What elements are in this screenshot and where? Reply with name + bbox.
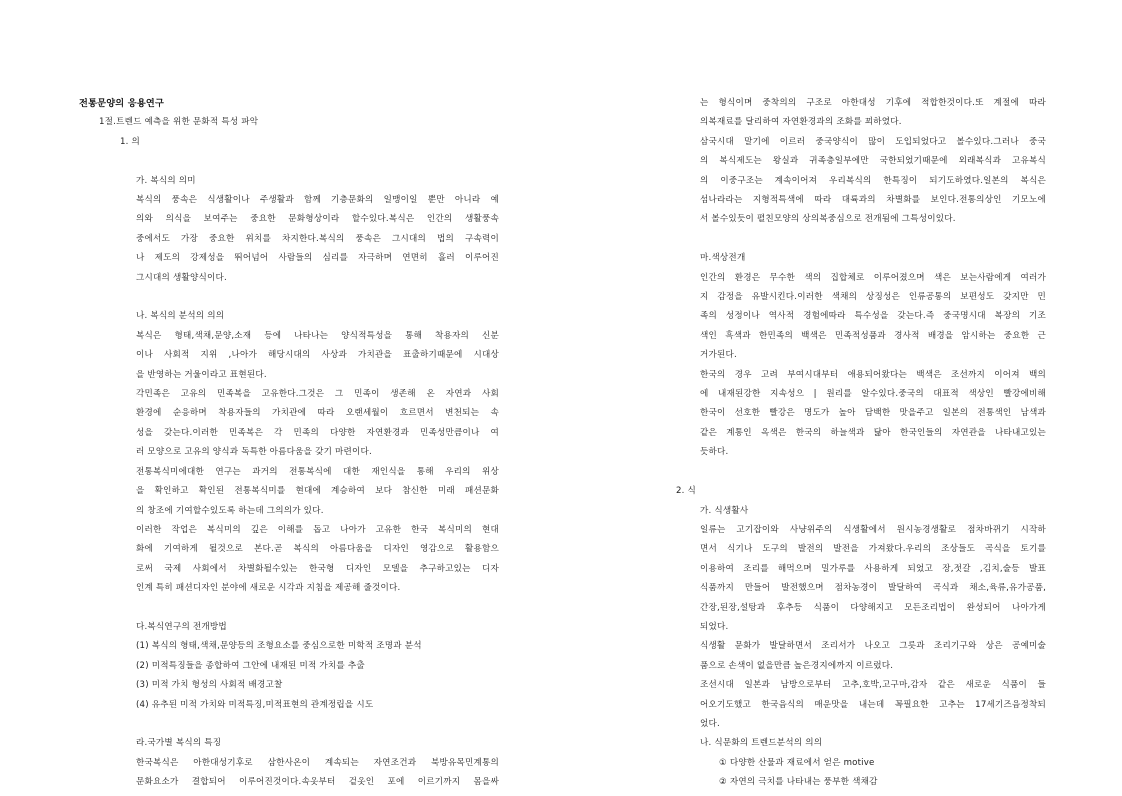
paragraph-line: 삼국시대 말기에 이르러 중국양식이 많이 도입되었다고 볼수있다.그러나 중국 bbox=[700, 136, 1046, 147]
paragraph-line: 환경에 순응하며 착용자들의 가치관에 따라 오랜세월이 흐르면서 변천되는 속 bbox=[136, 408, 499, 419]
paragraph-line: 서 볼수있듯이 펼친모양의 상의복중심으로 전개됨에 그특성이있다. bbox=[700, 214, 956, 225]
list-item: ② 자연의 극치를 나타내는 풍부한 색채감 bbox=[719, 777, 878, 788]
paragraph-line: 같은 계통인 옥색은 한국의 하늘색과 닮아 한국인들의 자연관을 나타내고있는 bbox=[700, 427, 1046, 438]
paragraph-line: 면서 식기나 도구의 발전의 발전을 가져왔다.우리의 조상들도 곡식을 토기를 bbox=[700, 544, 1046, 555]
spacer bbox=[79, 152, 499, 171]
subsection-heading: 나. 식문화의 트렌드분석의 의의 bbox=[700, 738, 823, 749]
list-item: (1) 복식의 형태,색채,문양등의 조형요소를 중심으로한 미학적 조명과 분석 bbox=[136, 641, 422, 652]
paragraph-line: 각민족은 고유의 민족복을 고유한다.그것은 그 민족이 생존해 온 자연과 사회 bbox=[136, 389, 499, 400]
paragraph-line: 지 감정을 유발시킨다.이러한 색채의 상징성은 인류공통의 보편성도 갖지만 민 bbox=[700, 292, 1046, 303]
paragraph-line: 인간의 환경은 무수한 색의 집합체로 이루어졌으며 색은 보는사람에게 여러가 bbox=[700, 272, 1046, 283]
paragraph-line: 에 내재된강한 지속성으 | 원리를 알수있다.중국의 대표적 색상인 빨강에비해 bbox=[700, 389, 1046, 400]
paragraph-line: 의 창조에 기여할수있도록 하는데 그의의가 있다. bbox=[136, 505, 324, 516]
paragraph-line: 일류는 고기잡이와 사냥위주의 식생활에서 원시농경생활로 점차바뀌기 시작하 bbox=[700, 524, 1046, 535]
spacer bbox=[79, 715, 499, 734]
paragraph-line: 섬나라라는 지형적특색에 따라 대륙과의 차별화를 보인다.전통의상인 기모노에 bbox=[700, 195, 1046, 206]
paragraph-line: 품으로 손색이 없을만큼 높은경지에까지 이르렀다. bbox=[700, 660, 894, 671]
paragraph-line: 의복재료를 달리하여 자연환경과의 조화를 꾀하였다. bbox=[700, 117, 902, 128]
spacer bbox=[79, 599, 499, 618]
subsection-heading: 가. 식생활사 bbox=[700, 505, 749, 516]
paragraph-line: 한국복식은 아한대성기후로 삼한사온이 계속되는 자연조건과 북방유목민계통의 bbox=[136, 757, 499, 768]
paragraph-line: 을 반영하는 거울이라고 표현된다. bbox=[136, 369, 267, 380]
subsection-heading: 라.국가별 복식의 특징 bbox=[136, 738, 222, 749]
paragraph-line: 었다. bbox=[700, 718, 720, 729]
paragraph-line: 거가된다. bbox=[700, 350, 737, 361]
paragraph-line: 는 형식이며 중착의의 구조로 아한대성 기후에 적합한것이다.또 계절에 따라 bbox=[700, 98, 1046, 108]
subsection-heading: 나. 복식의 분석의 의의 bbox=[136, 311, 225, 322]
paragraph-line: 복식의 풍속은 식생활이나 주생활과 함께 기층문화의 일맹이일 뿐만 아니라 예 bbox=[136, 195, 499, 206]
paragraph-line: 화에 기여하게 될것으로 본다.곧 복식의 아름다움을 디자인 영감으로 활용함으 bbox=[136, 544, 499, 555]
spacer bbox=[676, 463, 1046, 482]
paragraph-line: 문화요소가 결합되어 이루어진것이다.속옷부터 겉옷인 포에 이르기까지 몸을싸 bbox=[136, 777, 499, 788]
paragraph-line: 인계 특히 패션디자인 분야에 새로운 시각과 지침을 제공해 줄것이다. bbox=[136, 583, 401, 594]
paragraph-line: 식품까지 만들어 발전했으며 점차농경이 발달하여 곡식과 채소,육류,유가공품, bbox=[700, 583, 1046, 594]
paragraph-line: 을 확인하고 확인된 전통복식미를 현대에 계승하여 보다 참신한 미래 패션문화 bbox=[136, 486, 499, 497]
paragraph-line: 이러한 작업은 복식미의 깊은 이해를 돕고 나아가 고유한 한국 복식미의 현대 bbox=[136, 524, 499, 535]
right-column bbox=[676, 94, 1046, 793]
chapter-heading: 1절.트렌드 예측을 위한 문화적 특성 파악 bbox=[99, 117, 259, 128]
paragraph-line: 한국의 경우 고려 부여시대부터 애용되어왔다는 백색은 조선까지 이어져 백의 bbox=[700, 369, 1046, 380]
list-item: (2) 미적특징들을 종합하여 그안에 내재된 미적 가치를 추출 bbox=[136, 660, 365, 671]
subsection-heading: 마.색상전개 bbox=[700, 253, 746, 264]
left-column bbox=[79, 94, 499, 793]
paragraph-line: 색인 흑색과 한민족의 백색은 민족적성품과 경사적 배경을 암시하는 중요한 근 bbox=[700, 330, 1046, 341]
paragraph-line: 전통복식미에대한 연구는 과거의 전통복식에 대한 재인식을 통해 우리의 위상 bbox=[136, 466, 499, 477]
paragraph-line: 그시대의 생활양식이다. bbox=[136, 272, 227, 283]
spacer bbox=[79, 288, 499, 307]
spacer bbox=[676, 230, 1046, 249]
paragraph-line: 족의 성정이나 역사적 경험에따라 특수성을 갖는다.즉 중국명시대 복장의 기조 bbox=[700, 311, 1046, 322]
paragraph-line: 이용하여 조리를 해먹으며 밀가루를 사용하게 되었고 장,젓갈 ,김치,술등 발표 bbox=[700, 563, 1046, 574]
list-item: (3) 미적 가치 형성의 사회적 배경고찰 bbox=[136, 680, 283, 691]
subsection-heading: 다.복식연구의 전개방법 bbox=[136, 621, 227, 632]
paragraph-line: 듯하다. bbox=[700, 447, 729, 458]
section-heading: 1. 의 bbox=[120, 136, 141, 147]
paragraph-line: 성을 갖는다.이러한 민족복은 각 민족의 다양한 자연환경과 민족성만큼이나 여 bbox=[136, 427, 499, 438]
list-item: ① 다양한 산물과 재료에서 얻은 motive bbox=[719, 757, 875, 768]
paragraph-line: 조선시대 일본과 남방으로부터 고추,호박,고구마,감자 같은 새로운 식품이 들 bbox=[700, 680, 1046, 691]
paragraph-line: 식생활 문화가 발달하면서 조리서가 나오고 그릇과 조리기구와 상은 공예미술 bbox=[700, 641, 1046, 652]
paragraph-line: 의와 의식을 보여주는 중요한 문화형상이라 할수있다.복식은 인간의 생활풍속 bbox=[136, 214, 499, 225]
list-item: (4) 유추된 미적 가치와 미적특징,미적표현의 관계정립을 시도 bbox=[136, 699, 374, 710]
paragraph-line: 로써 국제 사회에서 차별화될수있는 한국형 디자인 모델을 추구하고있는 디자 bbox=[136, 563, 499, 574]
paragraph-line: 복식은 형태,색채,문양,소재 등에 나타나는 양식적특성을 통해 착용자의 신분 bbox=[136, 330, 499, 341]
paragraph-line: 되었다. bbox=[700, 621, 729, 632]
paragraph-line: 간장,된장,설탕과 후추등 식품이 다양해지고 모든조리법이 완성되어 나아가게 bbox=[700, 602, 1046, 613]
paragraph-line: 의 이중구조는 계속이어져 우리복식의 한특징이 되기도하였다.일본의 복식은 bbox=[700, 175, 1046, 186]
paragraph-line: 의 복식제도는 왕실과 귀족층일부에만 국한되었기때문에 외래복식과 고유복식 bbox=[700, 156, 1046, 167]
subsection-heading: 가. 복식의 의미 bbox=[136, 175, 196, 186]
document-title: 전통문양의 응용연구 bbox=[79, 98, 165, 109]
paragraph-line: 러 모양으로 고유의 양식과 독특한 아름다움을 갖기 마련이다. bbox=[136, 447, 372, 458]
paragraph-line: 어오기도했고 한국음식의 매운맛을 내는데 꼭필요한 고추는 17세기즈음정착되 bbox=[700, 699, 1046, 710]
paragraph-line: 이나 사회적 지위 ,나아가 해당시대의 사상과 가치관을 표출하기때문에 시대상 bbox=[136, 350, 499, 361]
paragraph-line: 한국이 선호한 빨강은 명도가 높아 담백한 맛을주고 일본의 전통색인 남색과 bbox=[700, 408, 1046, 419]
paragraph-line: 나 제도의 강제성을 뛰어넘어 사람들의 심리를 자극하며 연면히 흘러 이루어진 bbox=[136, 253, 499, 264]
section-heading: 2. 식 bbox=[676, 486, 697, 497]
paragraph-line: 중에서도 가장 중요한 위치를 차지한다.복식의 풍속은 그시대의 법의 구속력이 bbox=[136, 233, 499, 244]
